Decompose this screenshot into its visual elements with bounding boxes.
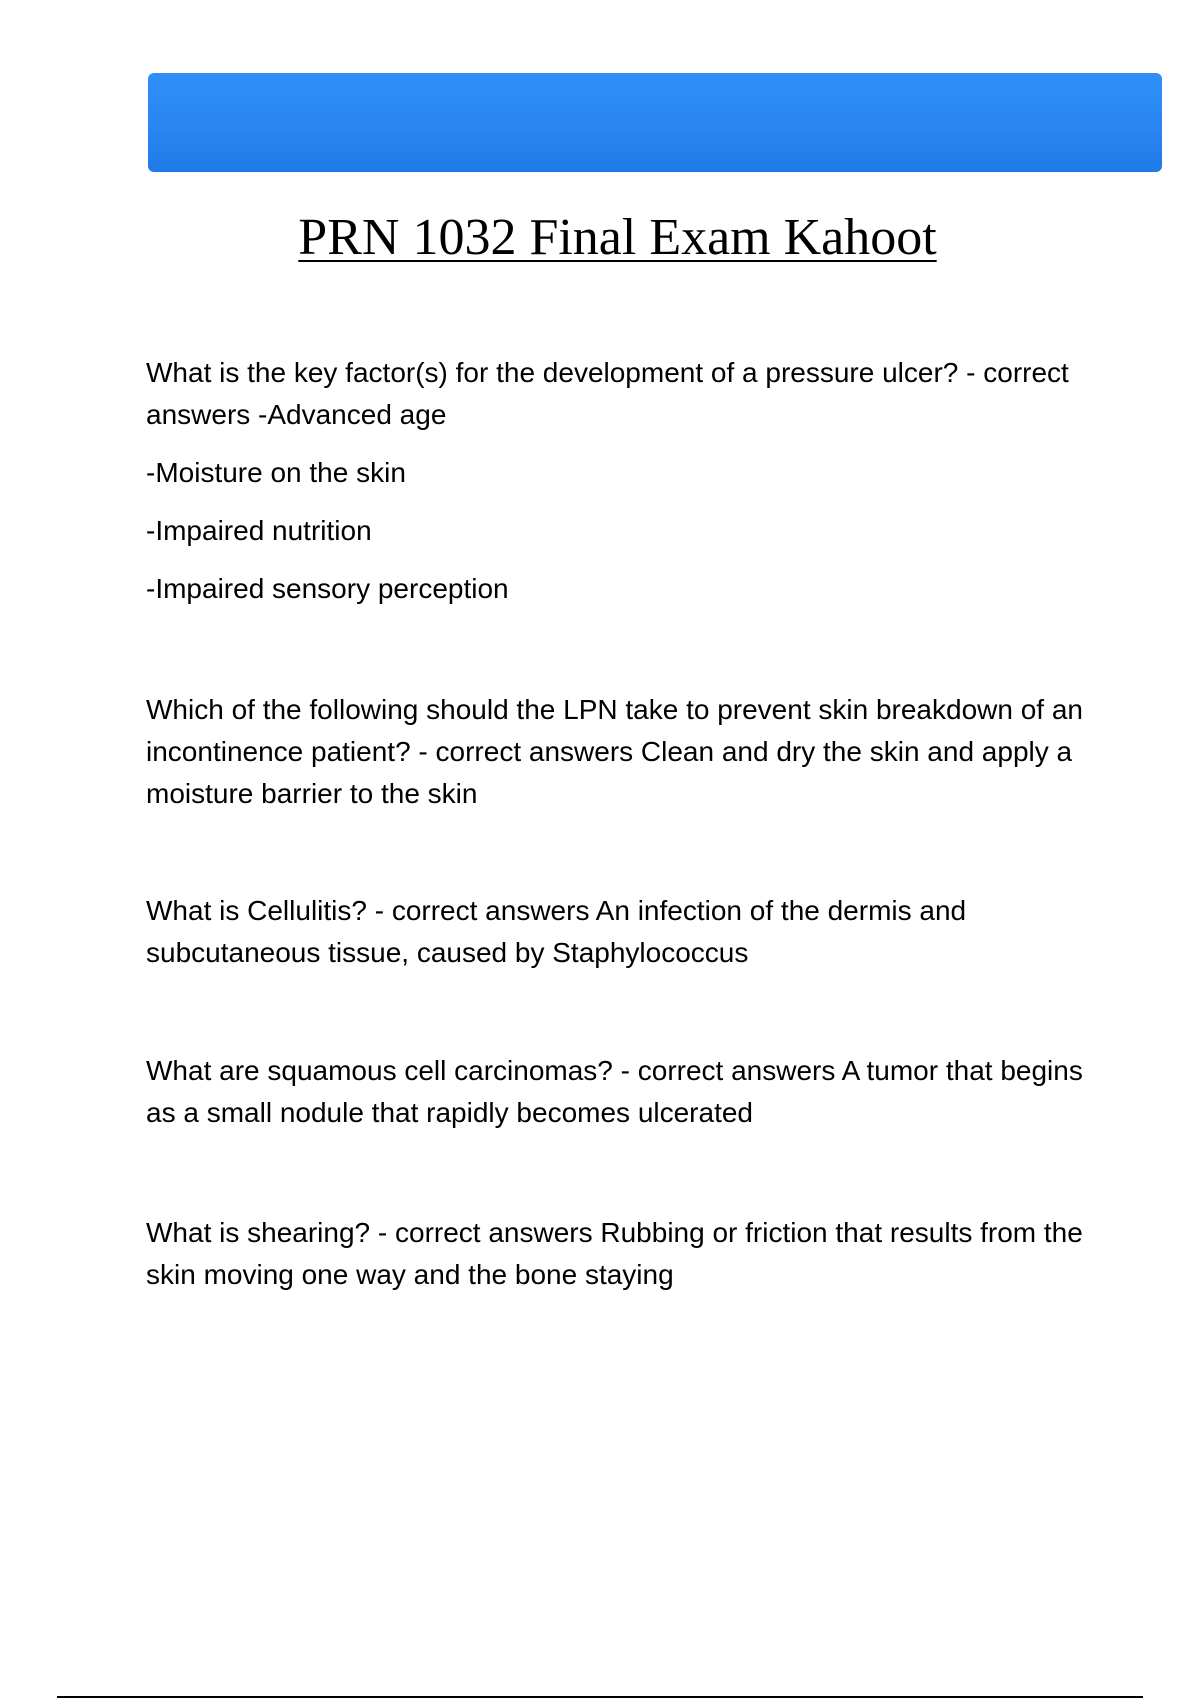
qa-text: Which of the following should the LPN take to prevent skin breakdown of an incontinence patient? - correct answers Clean and dry the skin and apply a moisture barrier to the skin (146, 694, 1083, 809)
qa-text: What are squamous cell carcinomas? - correct answers A tumor that begins as a small nodule that rapidly becomes ulcerated (146, 1055, 1083, 1128)
qa-extra-line: -Moisture on the skin (146, 457, 406, 488)
header-banner (148, 73, 1162, 172)
qa-text: What is shearing? - correct answers Rubbing or friction that results from the skin moving one way and the bone staying (146, 1217, 1083, 1290)
qa-text: What is the key factor(s) for the development of a pressure ulcer? - correct answers -Advanced age (146, 357, 1069, 430)
qa-text: What is Cellulitis? - correct answers An infection of the dermis and subcutaneous tissue, caused by Staphylococcus (146, 895, 967, 968)
qa-item (146, 1050, 1106, 1134)
qa-item (146, 1212, 1106, 1296)
qa-extra-line: -Impaired sensory perception (146, 573, 509, 604)
qa-item (146, 890, 1106, 974)
footer-divider (57, 1696, 1143, 1698)
qa-item (146, 352, 1106, 610)
qa-item (146, 689, 1106, 815)
qa-extra-line: -Impaired nutrition (146, 515, 372, 546)
page-title: PRN 1032 Final Exam Kahoot (298, 209, 937, 266)
